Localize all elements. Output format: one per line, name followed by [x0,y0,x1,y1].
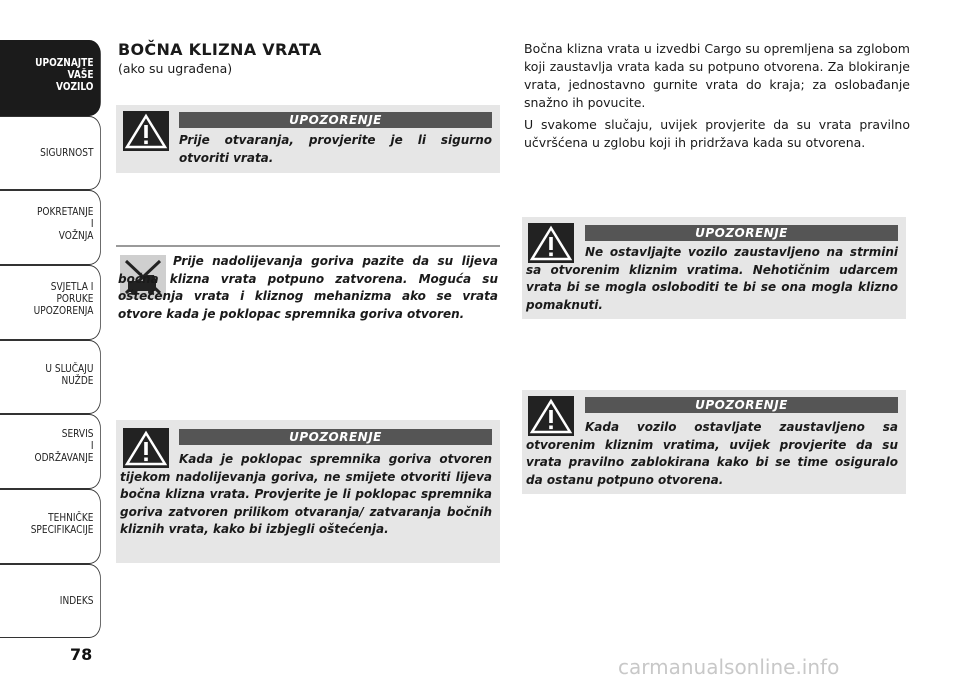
tab-label: TEHNIČKE [48,511,94,524]
warning-text: Kada je poklopac spremnika goriva otvoren tijekom nadolijevanja goriva, ne smijete otvoriti lijeva bočna klizna vrata. Provjerite je li poklopac spremnika goriva zatvoren prilikom otvaranja/ zatvaranja bočnih kliznih vrata, kako bi izbjegli oštećenja. [120,452,492,536]
section-subtitle: (ako su ugrađena) [118,61,233,76]
tab-pokretanje-i-voznja[interactable] [0,190,101,265]
tab-label: I [90,439,94,452]
tab-label: VAŠE [67,68,94,81]
paragraph: Bočna klizna vrata u izvedbi Cargo su opremljena sa zglobom koji zaustavlja vrata kada su potpuno otvorena. Za blokiranje vrata, jednostavno gurnite vrata do kraja; za oslobađanje snažno ih povucite. [524,41,910,110]
warning-box [116,420,500,563]
warning-triangle-icon [123,111,169,151]
note-text: Prije nadolijevanja goriva pazite da su lijeva bočna klizna vrata potpuno zatvorena. Moguća su oštećenja vrata i kliznog mehanizma ako se vrata otvore kada je poklopac spremnika goriva otvoren. [118,254,498,321]
tab-servis-i-odrzavanje[interactable] [0,414,101,489]
section-title: BOČNA KLIZNA VRATA [118,40,322,59]
warning-text: Ne ostavljajte vozilo zaustavljeno na strmini sa otvorenim kliznim vratima. Nehotičnim udarcem vrata bi se mogla osloboditi te bi se ona mogla klizno pomaknuti. [526,245,898,312]
warning-text: Prije otvaranja, provjerite je li sigurno otvoriti vrata. [179,133,492,165]
tab-label: UPOZORENJA [33,304,94,317]
warning-box [116,105,500,173]
tab-label: VOŽNJA [58,229,94,242]
divider [116,245,500,247]
warning-heading: UPOZORENJE [179,429,492,445]
tab-u-slucaju-nuzde[interactable] [0,340,101,414]
tab-label: POKRETANJE [36,205,94,218]
tab-label: VOZILO [55,80,94,93]
tab-label: I [90,217,94,230]
watermark: carmanualsonline.info [618,655,840,679]
tab-label: SVJETLA I [50,280,94,293]
warning-heading: UPOZORENJE [585,225,898,241]
warning-box [522,217,906,319]
tab-label: PORUKE [56,292,94,305]
tab-upoznajte-vase-vozilo[interactable] [0,40,101,116]
tab-label: NUŽDE [61,374,94,387]
tab-tehnicke-specifikacije[interactable] [0,489,101,564]
tab-indeks[interactable] [0,564,101,638]
tab-label: UPOZNAJTE [35,56,94,69]
warning-heading: UPOZORENJE [585,397,898,413]
warning-text: Kada vozilo ostavljate zaustavljeno sa otvorenim kliznim vratima, uvijek provjerite da su vrata pravilno zablokirana kako bi se time osiguralo da ostanu potpuno otvorena. [526,420,898,487]
tab-label: INDEKS [59,594,94,607]
tab-label: SERVIS [61,427,94,440]
tab-label: SIGURNOST [40,146,94,159]
tab-sigurnost[interactable] [0,116,101,190]
tab-label: ODRŽAVANJE [34,451,94,464]
tab-label: U SLUČAJU [45,362,94,375]
warning-box [522,390,906,494]
tab-label: SPECIFIKACIJE [30,523,94,536]
paragraph: U svakome slučaju, uvijek provjerite da su vrata pravilno učvršćena u zglobu koji ih pridržava kada su otvorena. [524,117,910,150]
page-number: 78 [70,645,93,664]
warning-heading: UPOZORENJE [179,112,492,128]
tab-svjetla-i-poruke-upozorenja[interactable] [0,265,101,340]
